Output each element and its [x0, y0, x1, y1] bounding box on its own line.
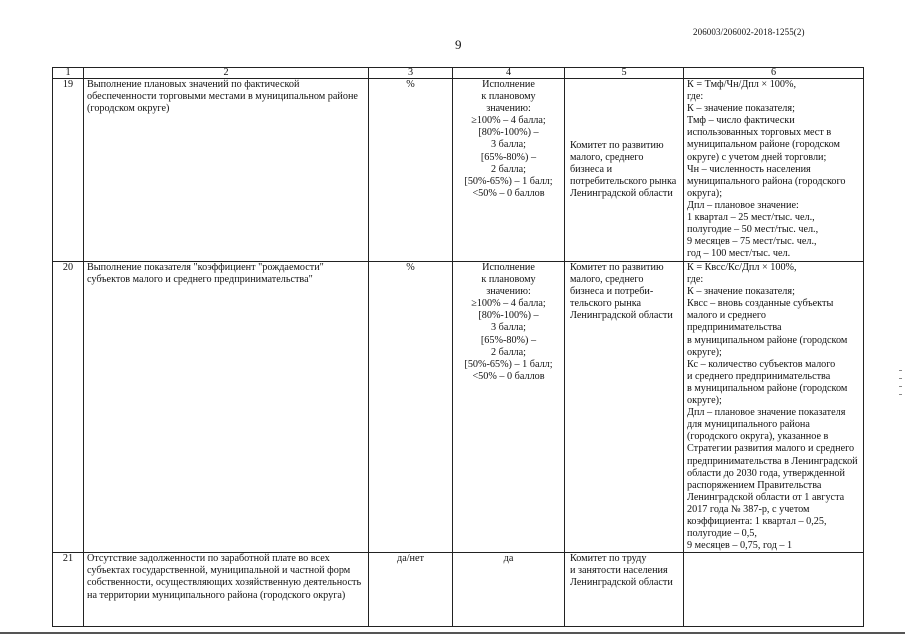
header-col-4: 4	[453, 68, 565, 79]
responsible-cell: Комитет по развитию малого, среднего бизнеса и потреби-тельского рынка Ленинградской области	[565, 262, 684, 553]
indicators-table	[52, 67, 864, 627]
scoring-cell: Исполнение к плановому значению: ≥100% – 4 балла; [80%-100%) – 3 балла; [65%-80%) – 2 балла; [50%-65%) – 1 балл; <50% – 0 баллов	[453, 79, 565, 262]
row-number: 21	[53, 553, 84, 627]
row-number: 20	[53, 262, 84, 553]
header-col-3: 3	[369, 68, 453, 79]
document-number: 206003/206002-2018-1255(2)	[693, 27, 805, 37]
header-col-1: 1	[53, 68, 84, 79]
formula-cell: К = Квсс/Кс/Дпл × 100%, где: К – значение показателя; Квсс – вновь созданные субъекты малого и среднего предпринимательства в муниципальном районе (городском округе); Кс – количество субъектов малого и среднего предпринимательства в муниципальном районе (городском округе); Дпл – плановое значение показателя для муниципального района (городского округа), указанное в Стратегии развития малого и среднего предпринимательства в Ленинградской области до 2030 года, утвержденной распоряжением Правительства Ленинградской области от 1 августа 2017 года № 387-р, с учетом коэффициента: 1 квартал – 0,25, полугодие – 0,5, 9 месяцев – 0,75, год – 1	[684, 262, 864, 553]
formula-cell: К = Тмф/Чн/Дпл × 100%, где: К – значение показателя; Тмф – число фактически использованных торговых мест в муниципальном районе (городском округе) с учетом дней торговли; Чн – численность населения муниципального района (городского округа); Дпл – плановое значение: 1 квартал – 25 мест/тыс. чел., полугодие – 50 мест/тыс. чел., 9 месяцев – 75 мест/тыс. чел., год – 100 мест/тыс. чел.	[684, 79, 864, 262]
formula-cell	[684, 553, 864, 627]
responsible-cell: Комитет по развитию малого, среднего бизнеса и потребительского рынка Ленинградской области	[565, 79, 684, 262]
indicator-name: Отсутствие задолженности по заработной плате во всех субъектах государственной, муниципальной и частной форм собственности, осуществляющих хозяйственную деятельность на территории муниципального района (городского округа)	[84, 553, 369, 627]
scan-mark	[899, 378, 902, 379]
page-number: 9	[455, 37, 462, 52]
responsible-cell: Комитет по труду и занятости населения Ленинградской области	[565, 553, 684, 627]
scan-edge-line	[0, 632, 905, 634]
scoring-cell: да	[453, 553, 565, 627]
indicator-name: Выполнение показателя "коэффициент "рождаемости" субъектов малого и среднего предпринимательства"	[84, 262, 369, 553]
table-row	[53, 262, 864, 553]
row-number: 19	[53, 79, 84, 262]
unit-cell: да/нет	[369, 553, 453, 627]
header-col-5: 5	[565, 68, 684, 79]
table-row	[53, 553, 864, 627]
unit-cell: %	[369, 79, 453, 262]
scan-mark	[899, 386, 902, 387]
unit-cell: %	[369, 262, 453, 553]
table-header-row	[53, 68, 864, 79]
scoring-cell: Исполнение к плановому значению: ≥100% – 4 балла; [80%-100%) – 3 балла; [65%-80%) – 2 балла; [50%-65%) – 1 балл; <50% – 0 баллов	[453, 262, 565, 553]
indicator-name: Выполнение плановых значений по фактической обеспеченности торговыми местами в муниципальном районе (городском округе)	[84, 79, 369, 262]
table-row	[53, 79, 864, 262]
scan-mark	[899, 394, 902, 395]
header-col-2: 2	[84, 68, 369, 79]
scan-mark	[899, 370, 902, 371]
header-col-6: 6	[684, 68, 864, 79]
